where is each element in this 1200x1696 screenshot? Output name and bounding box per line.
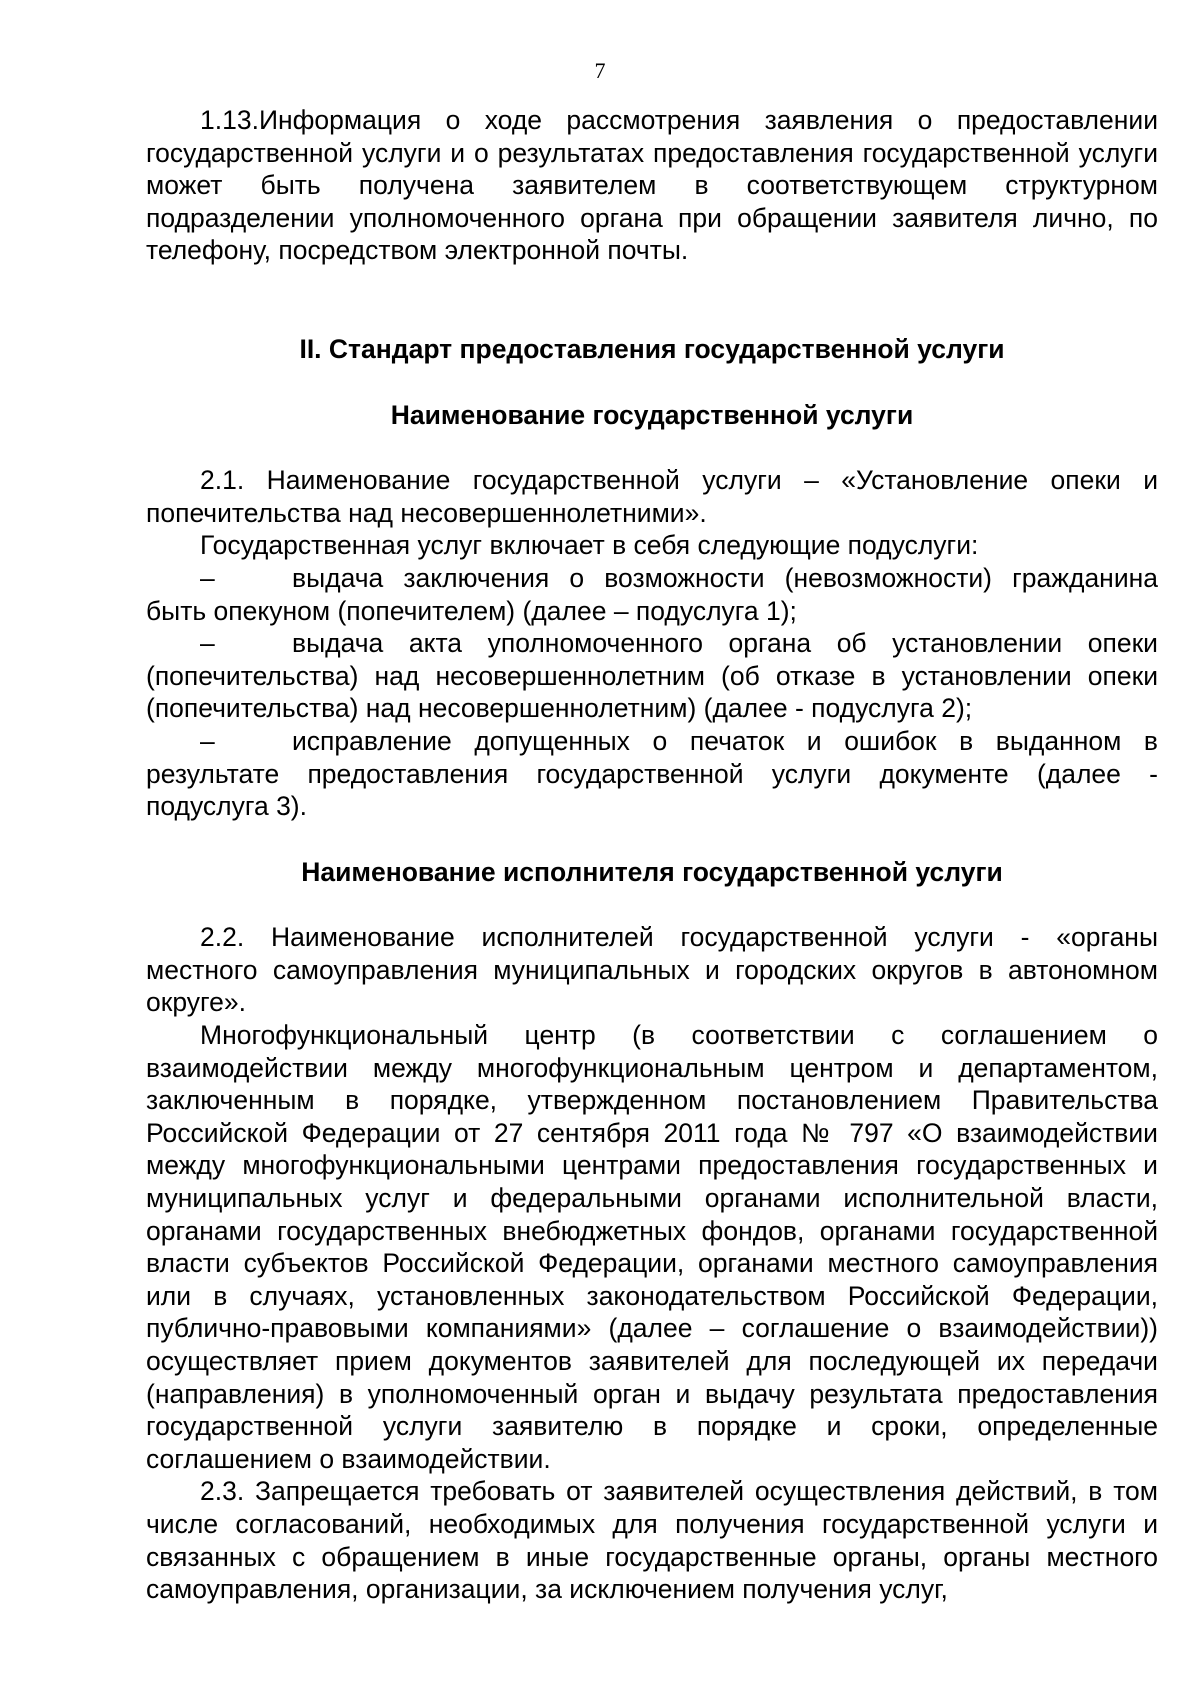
subservice-1-text: выдача заключения о возможности (невозможности) гражданина быть опекуном (попечителем) (далее – подуслуга 1); — [146, 562, 1158, 626]
paragraph-mfc: Многофункциональный центр (в соответствии с соглашением о взаимодействии между многофункциональным центром и департаментом, заключенным в порядке, утвержденном постановлением Правительства Российской Федерации от 27 сентября 2011 года № 797 «О взаимодействии между многофункциональными центрами предоставления государственных и муниципальных услуг и федеральными органами исполнительной власти, органами государственных внебюджетных фондов, органами государственной власти субъектов Российской Федерации, органами местного самоуправления или в случаях, установленных законодательством Российской Федерации, публично-правовыми компаниями» (далее – соглашение о взаимодействии)) осуществляет прием документов заявителей для последующей их передачи (направления) в уполномоченный орган и выдачу результата предоставления государственной услуги заявителю в порядке и сроки, определенные соглашением о взаимодействии. — [146, 1020, 1158, 1474]
paragraph-1-13: 1.13.Информация о ходе рассмотрения заявления о предоставлении государственной услуги и о результатах предоставления государственной услуги может быть получена заявителем в соответствующем структурном подразделении уполномоченного органа при обращении заявителя лично, по телефону, посредством электронной почты. — [146, 105, 1158, 266]
paragraph-2-1-intro: Государственная услуг включает в себя следующие подуслуги: — [200, 530, 979, 561]
subservice-2-text: выдача акта уполномоченного органа об установлении опеки (попечительства) над несовершеннолетним (об отказе в установлении опеки (попечительства) над несовершеннолетним) (далее - подуслуга 2); — [146, 628, 1158, 724]
paragraph-2-1: 2.1. Наименование государственной услуги – «Установление опеки и попечительства над несовершеннолетними». — [146, 465, 1158, 528]
subheading-service-name: Наименование государственной услуги — [390, 399, 914, 430]
paragraph-2-2: 2.2. Наименование исполнителей государственной услуги - «органы местного самоуправления муниципальных и городских округов в автономном округе». — [146, 922, 1158, 1018]
list-item-subservice-3 — [146, 725, 1158, 823]
subservice-3-text: исправление допущенных о печаток и ошибок в выданном в результате предоставления государственной услуги документе (далее - подуслуга 3). — [146, 725, 1158, 822]
list-item-subservice-1 — [146, 562, 1158, 627]
dash-mark: – — [200, 725, 215, 756]
dash-mark: – — [200, 562, 215, 593]
document-body — [146, 104, 1158, 1606]
page-number: 7 — [594, 58, 606, 83]
dash-mark: – — [200, 628, 215, 659]
section-title: II. Стандарт предоставления государственной услуги — [299, 333, 1005, 364]
subheading-service-provider: Наименование исполнителя государственной услуги — [301, 856, 1003, 887]
paragraph-2-3: 2.3. Запрещается требовать от заявителей осуществления действий, в том числе согласований, необходимых для получения государственной услуги и связанных с обращением в иные государственные органы, органы местного самоуправления, организации, за исключением получения услуг, — [146, 1476, 1158, 1605]
list-item-subservice-2 — [146, 627, 1158, 725]
